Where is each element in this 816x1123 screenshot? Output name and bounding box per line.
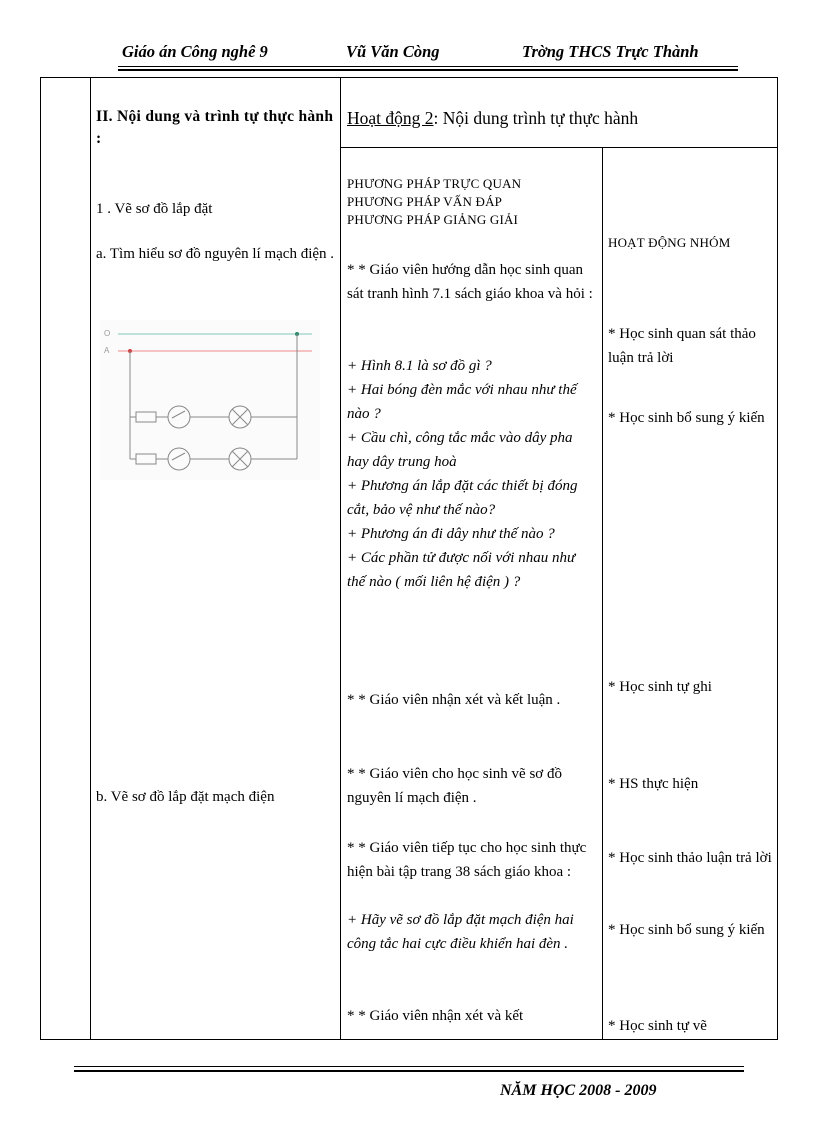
question-6: + Các phần tử được nối với nhau như thế nào ( mối liên hệ điện ) ? bbox=[347, 550, 576, 590]
activity-title: : Nội dung trình tự thực hành bbox=[433, 108, 639, 128]
header-teacher: Vũ Văn Còng bbox=[346, 42, 440, 61]
teacher-instruction-3: * * Giáo viên tiếp tục cho học sinh thực hiện bài tập trang 38 sách giáo khoa : bbox=[347, 840, 587, 880]
teacher-conclusion-2: * * Giáo viên nhận xét và kết bbox=[347, 1008, 524, 1024]
method-1: PHƯƠNG PHÁP TRỰC QUAN bbox=[347, 176, 522, 191]
student-note-2: * Học sinh bổ sung ý kiến bbox=[608, 410, 765, 426]
question-1: + Hình 8.1 là sơ đồ gì ? bbox=[347, 358, 492, 374]
student-note-5: * Học sinh thảo luận trả lời bbox=[608, 850, 772, 866]
footer-rule bbox=[74, 1066, 744, 1067]
question-4: + Phương án lắp đặt các thiết bị đóng cắt, bảo vệ như thế nào? bbox=[347, 478, 578, 518]
question-3: + Cầu chì, công tắc mắc vào dây pha hay dây trung hoà bbox=[347, 430, 573, 470]
student-note-6: * Học sinh bổ sung ý kiến bbox=[608, 922, 765, 938]
step-1b-heading: b. Vẽ sơ đồ lắp đặt mạch điện bbox=[96, 789, 275, 805]
student-note-1: * Học sinh quan sát thảo luận trả lời bbox=[608, 326, 756, 366]
page-header bbox=[0, 42, 816, 66]
student-note-4: * HS thực hiện bbox=[608, 776, 699, 792]
student-note-3: * Học sinh tự ghi bbox=[608, 679, 712, 695]
header-rule bbox=[118, 66, 738, 67]
teaching-methods bbox=[347, 175, 597, 229]
step-1a-heading: a. Tìm hiểu sơ đồ nguyên lí mạch điện . bbox=[96, 246, 335, 262]
header-school: Trờng THCS Trực Thành bbox=[522, 42, 699, 61]
teacher-questions bbox=[347, 354, 597, 594]
footer-school-year: NĂM HỌC 2008 - 2009 bbox=[500, 1082, 657, 1099]
group-activity: HOẠT ĐỘNG NHÓM bbox=[608, 235, 731, 250]
method-2: PHƯƠNG PHÁP VẤN ĐÁP bbox=[347, 194, 503, 209]
student-note-7: * Học sinh tự vẽ bbox=[608, 1018, 707, 1034]
phase-label: A bbox=[104, 346, 110, 355]
question-7: + Hãy vẽ sơ đồ lắp đặt mạch điện hai công tắc hai cực điều khiển hai đèn . bbox=[347, 912, 574, 952]
activity-label: Hoạt động 2 bbox=[347, 108, 434, 128]
header-subject: Giáo án Công nghê 9 bbox=[122, 42, 268, 61]
teacher-instruction-1: * * Giáo viên hướng dẫn học sinh quan sát tranh hình 7.1 sách giáo khoa và hỏi : bbox=[347, 262, 593, 302]
circuit-diagram bbox=[100, 320, 320, 480]
footer-rule-thick bbox=[74, 1070, 744, 1072]
header-rule-thick bbox=[118, 69, 738, 71]
teacher-conclusion-1: * * Giáo viên nhận xét và kết luận . bbox=[347, 692, 561, 708]
step-1-heading: 1 . Vẽ sơ đồ lắp đặt bbox=[96, 201, 213, 217]
teacher-instruction-2: * * Giáo viên cho học sinh vẽ sơ đồ nguyên lí mạch điện . bbox=[347, 766, 562, 806]
neutral-label: O bbox=[104, 329, 111, 338]
question-5: + Phương án đi dây như thế nào ? bbox=[347, 526, 555, 542]
section-title: II. Nội dung và trình tự thực hành : bbox=[96, 108, 334, 147]
question-2: + Hai bóng đèn mắc với nhau như thế nào ? bbox=[347, 382, 577, 422]
method-3: PHƯƠNG PHÁP GIẢNG GIẢI bbox=[347, 212, 519, 227]
activity-heading bbox=[347, 106, 772, 130]
